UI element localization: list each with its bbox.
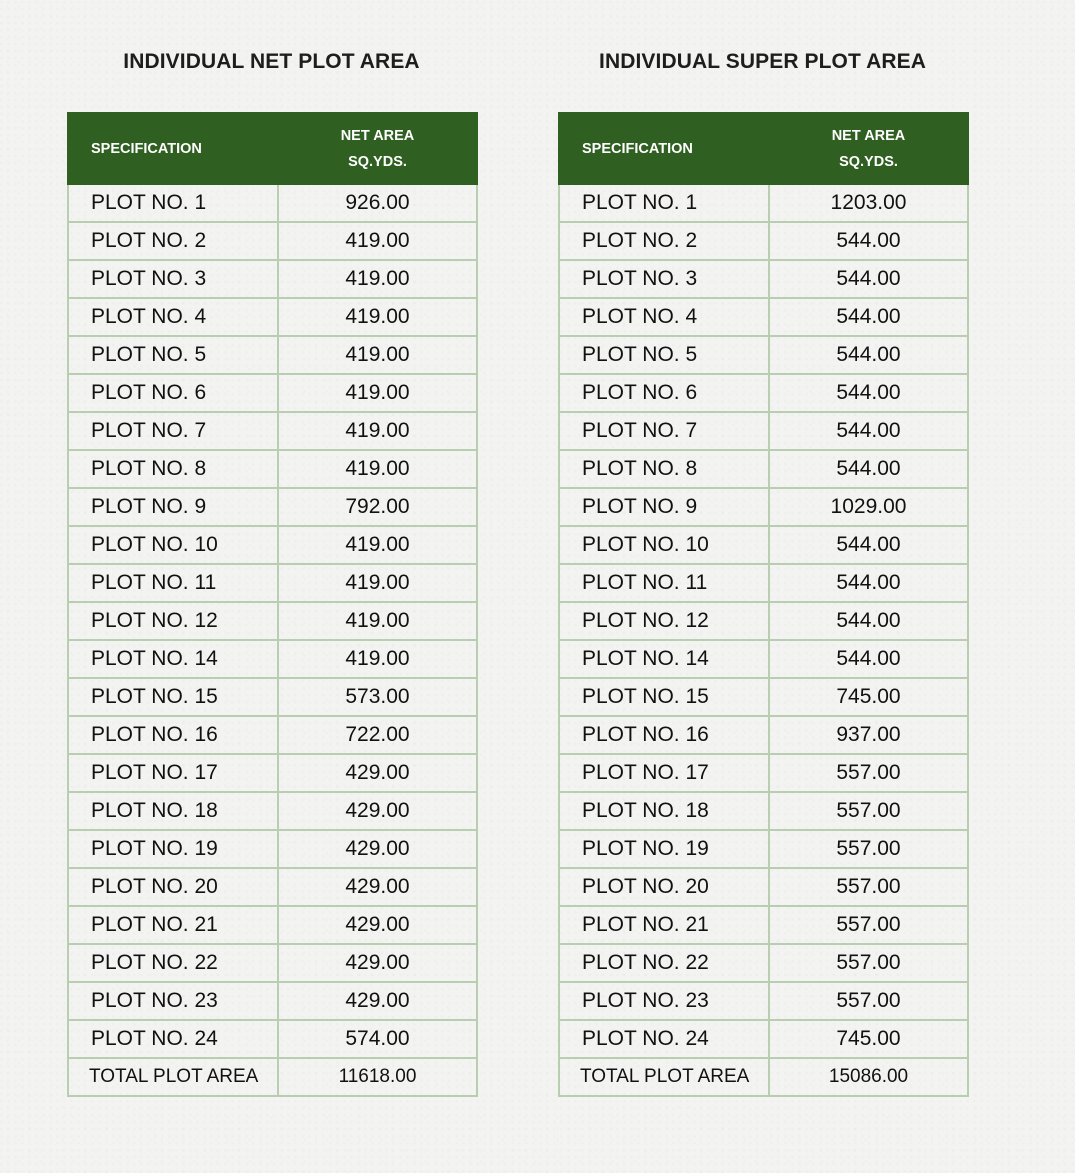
- plot-name-cell: PLOT NO. 11: [68, 564, 278, 602]
- table-row: [559, 640, 968, 678]
- plot-name-cell: PLOT NO. 15: [68, 678, 278, 716]
- table-row: [68, 754, 477, 792]
- plot-area-cell: 544.00: [769, 640, 968, 678]
- plot-name-cell: PLOT NO. 20: [559, 868, 769, 906]
- net-plot-area-table: [67, 112, 478, 1097]
- plot-area-cell: 419.00: [278, 602, 477, 640]
- plot-name-cell: PLOT NO. 7: [68, 412, 278, 450]
- plot-area-cell: 557.00: [769, 944, 968, 982]
- plot-area-cell: 792.00: [278, 488, 477, 526]
- plot-name-cell: PLOT NO. 5: [68, 336, 278, 374]
- plot-name-cell: PLOT NO. 1: [559, 184, 769, 222]
- plot-area-cell: 937.00: [769, 716, 968, 754]
- table-row: [68, 222, 477, 260]
- plot-name-cell: PLOT NO. 19: [68, 830, 278, 868]
- plot-name-cell: PLOT NO. 16: [559, 716, 769, 754]
- plot-name-cell: PLOT NO. 8: [559, 450, 769, 488]
- plot-area-cell: 419.00: [278, 374, 477, 412]
- plot-name-cell: PLOT NO. 6: [68, 374, 278, 412]
- plot-name-cell: PLOT NO. 15: [559, 678, 769, 716]
- plot-name-cell: PLOT NO. 3: [559, 260, 769, 298]
- plot-name-cell: PLOT NO. 22: [68, 944, 278, 982]
- table-row: [559, 716, 968, 754]
- total-value-cell: 15086.00: [769, 1058, 968, 1096]
- plot-name-cell: PLOT NO. 7: [559, 412, 769, 450]
- plot-area-cell: 557.00: [769, 982, 968, 1020]
- plot-area-cell: 557.00: [769, 868, 968, 906]
- table-row: [559, 336, 968, 374]
- table-row: [559, 222, 968, 260]
- plot-area-cell: 544.00: [769, 526, 968, 564]
- plot-name-cell: PLOT NO. 21: [68, 906, 278, 944]
- table-header-row: [68, 113, 477, 184]
- plot-name-cell: PLOT NO. 2: [559, 222, 769, 260]
- table-row: [68, 678, 477, 716]
- plot-name-cell: PLOT NO. 21: [559, 906, 769, 944]
- plot-area-cell: 544.00: [769, 450, 968, 488]
- net-area-header-line1: NET AREA: [340, 127, 415, 144]
- table-row: [68, 830, 477, 868]
- plot-area-cell: 557.00: [769, 830, 968, 868]
- plot-name-cell: PLOT NO. 6: [559, 374, 769, 412]
- super-plot-area-title: INDIVIDUAL SUPER PLOT AREA: [599, 50, 926, 73]
- plot-area-cell: 1203.00: [769, 184, 968, 222]
- plot-name-cell: PLOT NO. 14: [559, 640, 769, 678]
- plot-area-cell: 544.00: [769, 222, 968, 260]
- plot-name-cell: PLOT NO. 3: [68, 260, 278, 298]
- plot-name-cell: PLOT NO. 11: [559, 564, 769, 602]
- table-row: [559, 184, 968, 222]
- table-row: [68, 260, 477, 298]
- table-row: [68, 640, 477, 678]
- total-value-cell: 11618.00: [278, 1058, 477, 1096]
- table-row: [68, 982, 477, 1020]
- plot-name-cell: PLOT NO. 24: [68, 1020, 278, 1058]
- table-row: [68, 602, 477, 640]
- table-row: [68, 716, 477, 754]
- plot-name-cell: PLOT NO. 8: [68, 450, 278, 488]
- table-row: [68, 336, 477, 374]
- table-row: [68, 450, 477, 488]
- plot-area-cell: 544.00: [769, 336, 968, 374]
- table-row: [68, 944, 477, 982]
- table-row: [68, 906, 477, 944]
- net-area-header-line2: SQ.YDS.: [839, 153, 898, 170]
- plot-area-cell: 544.00: [769, 260, 968, 298]
- plot-name-cell: PLOT NO. 9: [68, 488, 278, 526]
- plot-name-cell: PLOT NO. 1: [68, 184, 278, 222]
- plot-name-cell: PLOT NO. 5: [559, 336, 769, 374]
- plot-name-cell: PLOT NO. 9: [559, 488, 769, 526]
- specification-header: SPECIFICATION: [559, 113, 769, 184]
- plot-area-cell: 429.00: [278, 944, 477, 982]
- table-row: [68, 298, 477, 336]
- plot-name-cell: PLOT NO. 17: [559, 754, 769, 792]
- plot-area-cell: 544.00: [769, 374, 968, 412]
- table-row: [559, 906, 968, 944]
- plot-area-cell: 745.00: [769, 678, 968, 716]
- plot-name-cell: PLOT NO. 20: [68, 868, 278, 906]
- table-row: [68, 184, 477, 222]
- net-area-header: [278, 113, 477, 184]
- plot-area-cell: 429.00: [278, 868, 477, 906]
- plot-area-cell: 419.00: [278, 260, 477, 298]
- plot-name-cell: PLOT NO. 16: [68, 716, 278, 754]
- plot-name-cell: PLOT NO. 4: [68, 298, 278, 336]
- specification-header: SPECIFICATION: [68, 113, 278, 184]
- net-area-header-line2: SQ.YDS.: [348, 153, 407, 170]
- table-row: [559, 678, 968, 716]
- plot-area-cell: 745.00: [769, 1020, 968, 1058]
- table-row: [559, 260, 968, 298]
- plot-name-cell: PLOT NO. 19: [559, 830, 769, 868]
- total-row: [559, 1058, 968, 1096]
- table-row: [559, 830, 968, 868]
- total-label-cell: TOTAL PLOT AREA: [559, 1058, 769, 1096]
- net-area-header-line1: NET AREA: [831, 127, 906, 144]
- table-row: [559, 792, 968, 830]
- plot-name-cell: PLOT NO. 4: [559, 298, 769, 336]
- table-header-row: [559, 113, 968, 184]
- plot-area-cell: 544.00: [769, 564, 968, 602]
- table-row: [68, 564, 477, 602]
- plot-area-cell: 722.00: [278, 716, 477, 754]
- plot-area-cell: 557.00: [769, 754, 968, 792]
- plot-area-cell: 419.00: [278, 298, 477, 336]
- table-row: [68, 488, 477, 526]
- table-row: [559, 602, 968, 640]
- plot-name-cell: PLOT NO. 23: [559, 982, 769, 1020]
- plot-area-cell: 574.00: [278, 1020, 477, 1058]
- plot-area-cell: 544.00: [769, 602, 968, 640]
- plot-name-cell: PLOT NO. 12: [68, 602, 278, 640]
- plot-area-cell: 419.00: [278, 450, 477, 488]
- plot-area-cell: 573.00: [278, 678, 477, 716]
- plot-name-cell: PLOT NO. 14: [68, 640, 278, 678]
- plot-name-cell: PLOT NO. 17: [68, 754, 278, 792]
- table-row: [68, 868, 477, 906]
- plot-name-cell: PLOT NO. 22: [559, 944, 769, 982]
- table-row: [68, 374, 477, 412]
- plot-area-cell: 544.00: [769, 298, 968, 336]
- table-row: [559, 982, 968, 1020]
- table-row: [68, 412, 477, 450]
- plot-area-cell: 926.00: [278, 184, 477, 222]
- table-row: [68, 526, 477, 564]
- plot-area-cell: 419.00: [278, 564, 477, 602]
- table-row: [559, 412, 968, 450]
- super-plot-area-table: [558, 112, 969, 1097]
- plot-area-cell: 429.00: [278, 982, 477, 1020]
- plot-area-cell: 1029.00: [769, 488, 968, 526]
- plot-name-cell: PLOT NO. 18: [559, 792, 769, 830]
- table-row: [559, 1020, 968, 1058]
- table-row: [559, 564, 968, 602]
- plot-name-cell: PLOT NO. 10: [559, 526, 769, 564]
- table-row: [559, 754, 968, 792]
- table-row: [68, 1020, 477, 1058]
- plot-area-cell: 419.00: [278, 640, 477, 678]
- total-label-cell: TOTAL PLOT AREA: [68, 1058, 278, 1096]
- plot-area-cell: 429.00: [278, 906, 477, 944]
- plot-name-cell: PLOT NO. 12: [559, 602, 769, 640]
- plot-area-cell: 429.00: [278, 792, 477, 830]
- plot-area-cell: 557.00: [769, 906, 968, 944]
- table-row: [559, 944, 968, 982]
- table-row: [68, 792, 477, 830]
- net-area-header: [769, 113, 968, 184]
- plot-area-cell: 419.00: [278, 412, 477, 450]
- net-plot-area-title: INDIVIDUAL NET PLOT AREA: [123, 50, 420, 73]
- plot-name-cell: PLOT NO. 18: [68, 792, 278, 830]
- total-row: [68, 1058, 477, 1096]
- table-row: [559, 868, 968, 906]
- plot-area-cell: 557.00: [769, 792, 968, 830]
- table-row: [559, 298, 968, 336]
- plot-name-cell: PLOT NO. 24: [559, 1020, 769, 1058]
- table-row: [559, 488, 968, 526]
- table-row: [559, 526, 968, 564]
- table-row: [559, 374, 968, 412]
- table-row: [559, 450, 968, 488]
- plot-area-cell: 429.00: [278, 830, 477, 868]
- plot-name-cell: PLOT NO. 10: [68, 526, 278, 564]
- plot-name-cell: PLOT NO. 2: [68, 222, 278, 260]
- plot-area-cell: 419.00: [278, 526, 477, 564]
- plot-area-cell: 544.00: [769, 412, 968, 450]
- plot-name-cell: PLOT NO. 23: [68, 982, 278, 1020]
- plot-area-cell: 429.00: [278, 754, 477, 792]
- plot-area-cell: 419.00: [278, 336, 477, 374]
- plot-area-cell: 419.00: [278, 222, 477, 260]
